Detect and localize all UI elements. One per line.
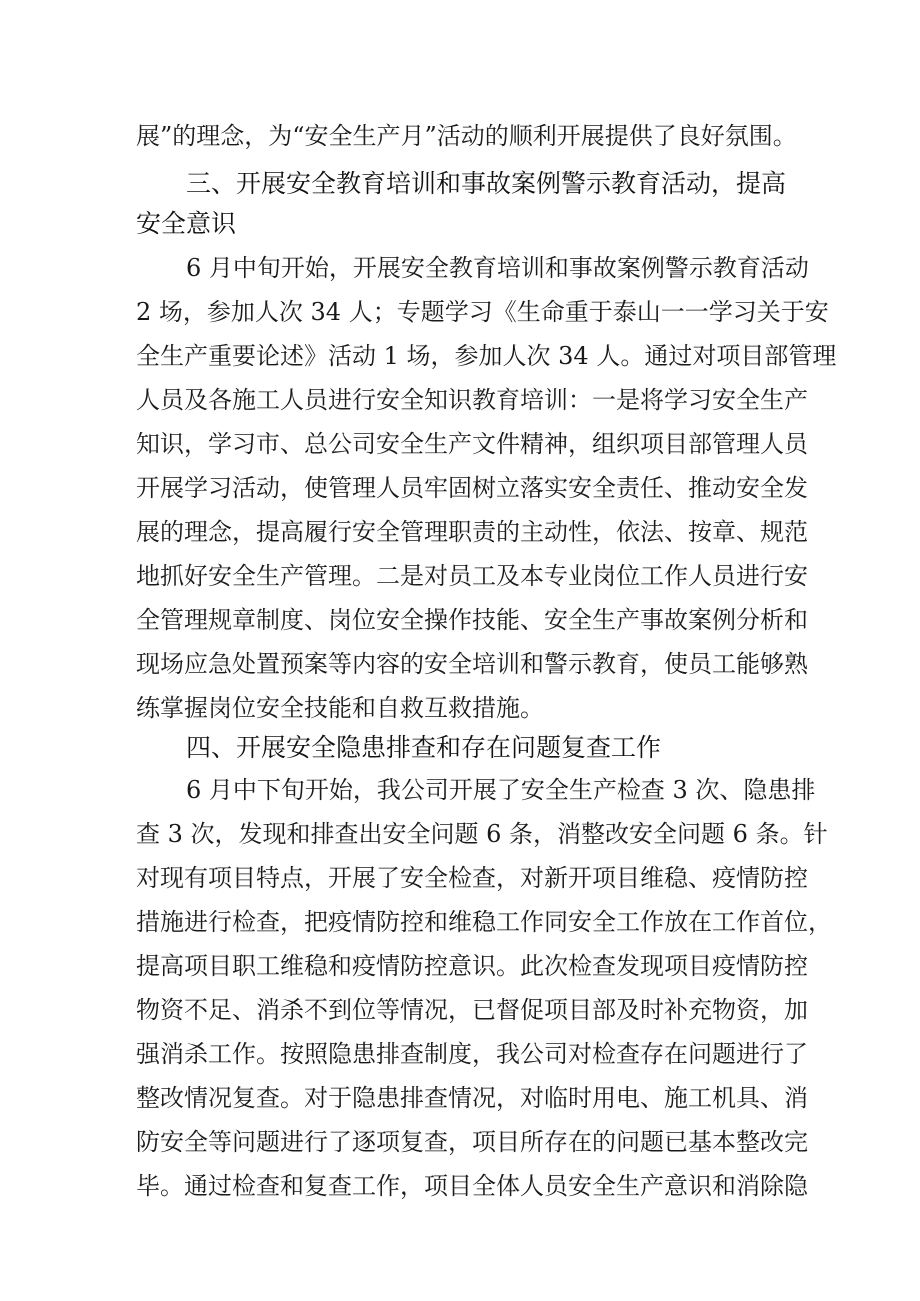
- paragraph-line: 展”的理念，为“安全生产月”活动的顺利开展提供了良好氛围。: [136, 122, 797, 150]
- paragraph-line: 措施进行检查，把疫情防控和维稳工作同安全工作放在工作首位，: [136, 908, 832, 936]
- section-heading: 三、开展安全教育培训和事故案例警示教育活动，提高: [186, 169, 787, 198]
- paragraph-line: 6 月中下旬开始，我公司开展了安全生产检查 3 次、隐患排: [186, 776, 816, 804]
- paragraph-line: 知识，学习市、总公司安全生产文件精神，组织项目部管理人员: [136, 430, 808, 458]
- paragraph-line: 人员及各施工人员进行安全知识教育培训：一是将学习安全生产: [136, 386, 808, 414]
- section-heading: 安全意识: [136, 209, 237, 238]
- paragraph-line: 2 场，参加人次 34 人；专题学习《生命重于泰山一一学习关于安: [136, 298, 829, 326]
- paragraph-line: 展的理念，提高履行安全管理职责的主动性，依法、按章、规范: [136, 518, 808, 546]
- section-heading: 四、开展安全隐患排查和存在问题复查工作: [186, 733, 662, 762]
- paragraph-line: 提高项目职工维稳和疫情防控意识。此次检查发现项目疫情防控: [136, 952, 808, 980]
- paragraph-line: 毕。通过检查和复查工作，项目全体人员安全生产意识和消除隐: [136, 1172, 808, 1200]
- paragraph-line: 防安全等问题进行了逐项复查，项目所存在的问题已基本整改完: [136, 1128, 808, 1156]
- paragraph-line: 对现有项目特点，开展了安全检查，对新开项目维稳、疫情防控: [136, 864, 808, 892]
- paragraph-line: 全管理规章制度、岗位安全操作技能、安全生产事故案例分析和: [136, 606, 808, 634]
- paragraph-line: 物资不足、消杀不到位等情况，已督促项目部及时补充物资，加: [136, 996, 808, 1024]
- paragraph-line: 现场应急处置预案等内容的安全培训和警示教育，使员工能够熟: [136, 650, 808, 678]
- paragraph-line: 6 月中旬开始，开展安全教育培训和事故案例警示教育活动: [186, 254, 809, 282]
- paragraph-line: 全生产重要论述》活动 1 场，参加人次 34 人。通过对项目部管理: [136, 342, 837, 370]
- paragraph-line: 练掌握岗位安全技能和自救互救措施。: [136, 694, 544, 722]
- paragraph-line: 整改情况复查。对于隐患排查情况，对临时用电、施工机具、消: [136, 1084, 808, 1112]
- paragraph-line: 地抓好安全生产管理。二是对员工及本专业岗位工作人员进行安: [136, 562, 808, 590]
- paragraph-line: 强消杀工作。按照隐患排查制度，我公司对检查存在问题进行了: [136, 1040, 808, 1068]
- paragraph-line: 查 3 次，发现和排查出安全问题 6 条，消整改安全问题 6 条。针: [136, 820, 828, 848]
- paragraph-line: 开展学习活动，使管理人员牢固树立落实安全责任、推动安全发: [136, 474, 808, 502]
